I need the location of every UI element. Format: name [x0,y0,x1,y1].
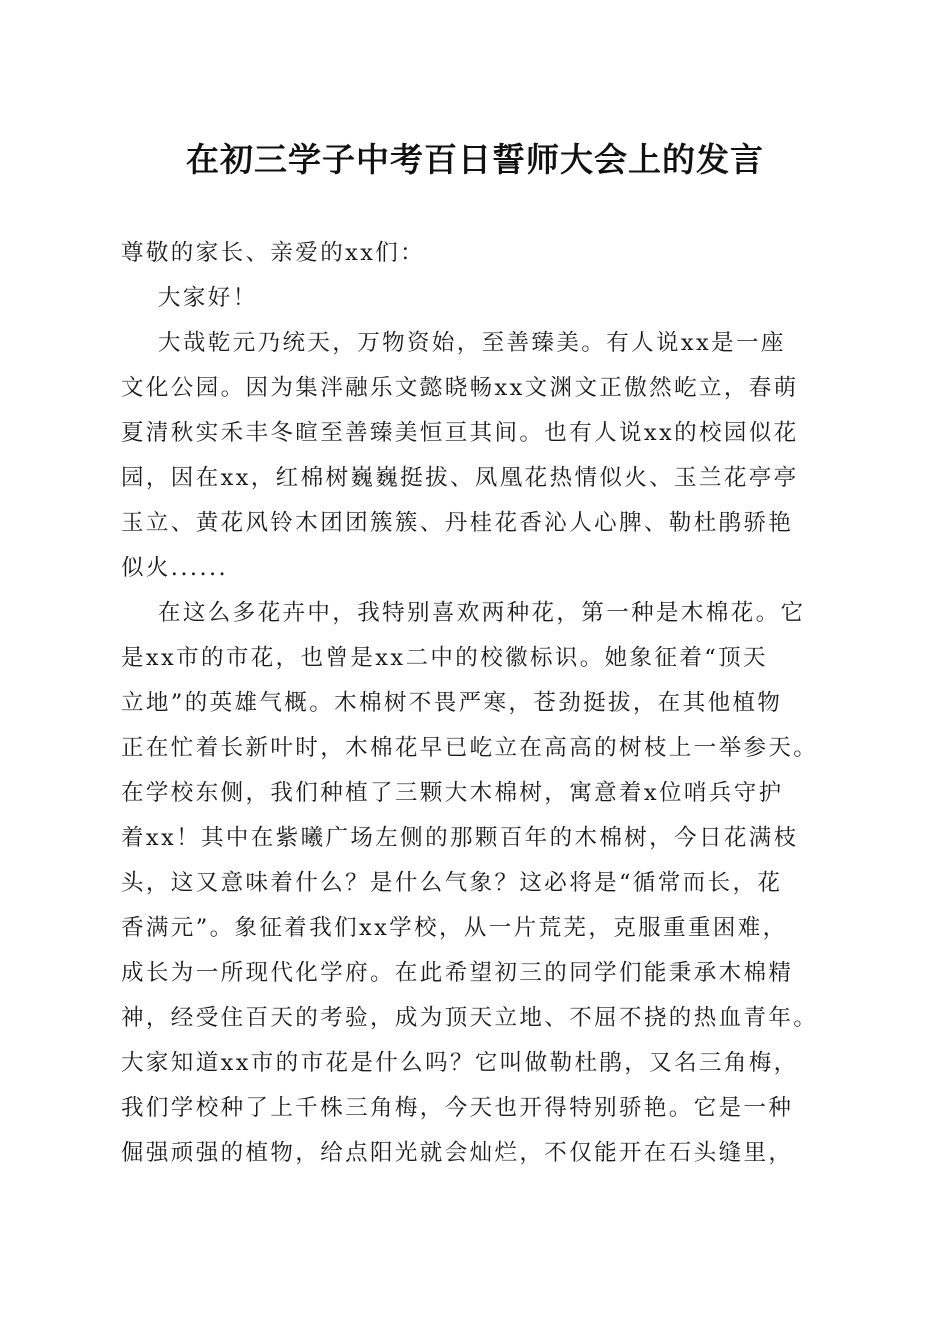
paragraph-line: 玉立、黄花风铃木团团簇簇、丹桂花香沁人心脾、勒杜鹃骄艳 [121,510,794,536]
paragraph-line: 成长为一所现代化学府。在此希望初三的同学们能秉承木棉精 [121,960,794,986]
paragraph-line: 我们学校种了上千株三角梅，今天也开得特别骄艳。它是一种 [121,1095,794,1121]
paragraph-line: 园，因在xx，红棉树巍巍挺拔、凤凰花热情似火、玉兰花亭亭 [121,465,799,491]
paragraph-line: 神，经受住百天的考验，成为顶天立地、不屈不挠的热血青年。 [121,1005,819,1031]
salutation: 尊敬的家长、亲爱的xx们： [121,240,426,266]
paragraph-line: 在学校东侧，我们种植了三颗大木棉树，寓意着x位哨兵守护 [121,780,784,806]
paragraph-line: 夏清秋实禾丰冬暄至善臻美恒亘其间。也有人说xx的校园似花 [121,420,799,446]
paragraph-line: 头，这又意味着什么？是什么气象？这必将是“循常而长，花 [121,870,783,896]
paragraph-line: 着xx！其中在紫曦广场左侧的那颗百年的木棉树，今日花满枝 [121,825,799,851]
paragraph-line: 文化公园。因为集泮融乐文懿晓畅xx文渊文正傲然屹立，春萌 [121,375,799,401]
paragraph-line: 在这么多花卉中，我特别喜欢两种花，第一种是木棉花。它 [158,600,806,626]
paragraph-line: 似火...... [121,555,229,581]
greeting: 大家好！ [158,285,258,311]
paragraph-line: 大哉乾元乃统天，万物资始，至善臻美。有人说xx是一座 [158,330,786,356]
paragraph-line: 是xx市的市花，也曾是xx二中的校徽标识。她象征着“顶天 [121,645,768,671]
paragraph-line: 立地”的英雄气概。木棉树不畏严寒，苍劲挺拔，在其他植物 [121,690,783,716]
document-title: 在初三学子中考百日誓师大会上的发言 [186,140,764,179]
paragraph-line: 正在忙着长新叶时，木棉花早已屹立在高高的树枝上一举参天。 [121,735,819,761]
paragraph-line: 倔强顽强的植物，给点阳光就会灿烂，不仅能开在石头缝里， [121,1140,794,1166]
paragraph-line: 大家知道xx市的市花是什么吗？它叫做勒杜鹃，又名三角梅， [121,1050,799,1076]
paragraph-line: 香满元”。象征着我们xx学校，从一片荒芜，克服重重困难， [121,915,788,941]
